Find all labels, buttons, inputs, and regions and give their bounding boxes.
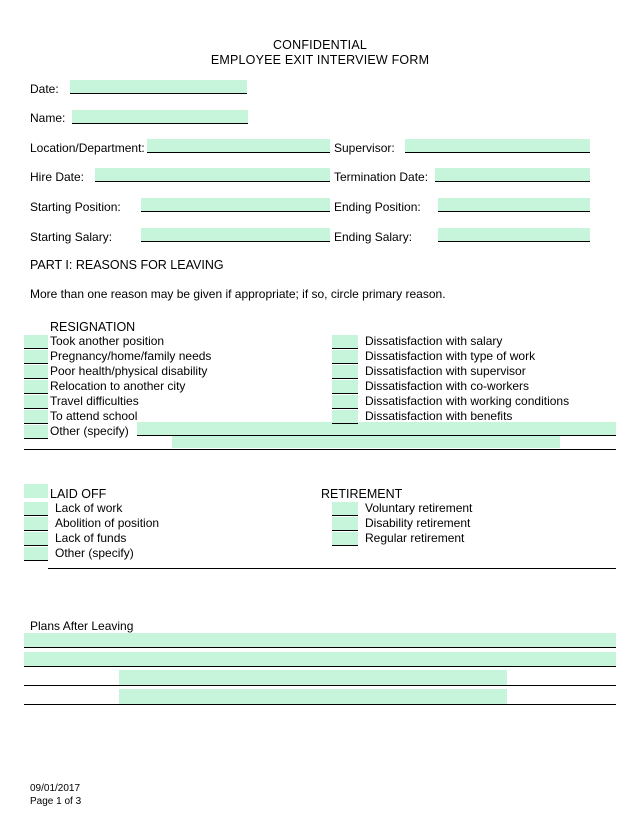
retirement-label: Regular retirement xyxy=(365,531,465,545)
checkbox-dissatisfaction-supervisor[interactable] xyxy=(332,365,358,379)
ending-position-label: Ending Position: xyxy=(334,200,421,214)
checkbox-dissatisfaction-benefits[interactable] xyxy=(332,410,358,424)
part1-instruction: More than one reason may be given if appropriate; if so, circle primary reason. xyxy=(30,287,446,301)
reason-label: Dissatisfaction with salary xyxy=(365,334,503,348)
checkbox-disability-retirement[interactable] xyxy=(332,517,358,531)
reason-label: Took another position xyxy=(50,334,165,348)
hire-date-label: Hire Date: xyxy=(30,170,85,184)
starting-position-field[interactable] xyxy=(141,198,330,212)
location-label: Location/Department: xyxy=(30,141,145,155)
laid-off-heading: LAID OFF xyxy=(50,487,107,501)
reason-label: To attend school xyxy=(50,409,138,423)
reason-label: Relocation to another city xyxy=(50,379,186,393)
checkbox-other-laid-off[interactable] xyxy=(24,547,48,561)
checkbox-poor-health[interactable] xyxy=(24,365,48,379)
reason-label: Dissatisfaction with supervisor xyxy=(365,364,526,378)
checkbox-school[interactable] xyxy=(24,410,48,424)
reason-label: Dissatisfaction with co-workers xyxy=(365,379,530,393)
plans-line-1[interactable] xyxy=(24,633,616,648)
laid-off-label: Other (specify) xyxy=(55,546,134,560)
checkbox-other-resignation[interactable] xyxy=(24,425,48,439)
plans-heading: Plans After Leaving xyxy=(30,619,134,633)
termination-date-label: Termination Date: xyxy=(334,170,429,184)
termination-date-field[interactable] xyxy=(435,168,590,182)
checkbox-regular-retirement[interactable] xyxy=(332,532,358,546)
checkbox-abolition[interactable] xyxy=(24,517,48,531)
other-laid-off-line[interactable] xyxy=(48,568,616,569)
divider xyxy=(24,449,616,450)
checkbox-dissatisfaction-conditions[interactable] xyxy=(332,395,358,409)
plans-line-4 xyxy=(24,704,616,705)
other-specify-field[interactable] xyxy=(137,422,616,436)
resignation-heading: RESIGNATION xyxy=(50,320,136,334)
date-field[interactable] xyxy=(70,80,247,94)
plans-line-2[interactable] xyxy=(24,652,616,667)
plans-line-3 xyxy=(24,685,616,686)
checkbox-dissatisfaction-work[interactable] xyxy=(332,350,358,364)
ending-salary-field[interactable] xyxy=(438,228,590,242)
reason-label: Travel difficulties xyxy=(50,394,139,408)
part1-heading: PART I: REASONS FOR LEAVING xyxy=(30,258,224,272)
checkbox-pregnancy[interactable] xyxy=(24,350,48,364)
checkbox-relocation[interactable] xyxy=(24,380,48,394)
date-label: Date: xyxy=(30,82,59,96)
hire-date-field[interactable] xyxy=(95,168,330,182)
checkbox-lack-of-funds[interactable] xyxy=(24,532,48,546)
name-label: Name: xyxy=(30,111,66,125)
checkbox-dissatisfaction-coworkers[interactable] xyxy=(332,380,358,394)
starting-salary-label: Starting Salary: xyxy=(30,230,113,244)
other-specify-continuation[interactable] xyxy=(172,436,560,448)
plans-field-3[interactable] xyxy=(119,670,507,685)
reason-label: Other (specify) xyxy=(50,424,129,438)
reason-label: Pregnancy/home/family needs xyxy=(50,349,212,363)
reason-label: Poor health/physical disability xyxy=(50,364,208,378)
location-field[interactable] xyxy=(147,139,330,153)
name-field[interactable] xyxy=(72,110,248,124)
laid-off-label: Abolition of position xyxy=(55,516,160,530)
plans-field-4[interactable] xyxy=(119,689,507,704)
retirement-label: Disability retirement xyxy=(365,516,471,530)
checkbox-voluntary-retirement[interactable] xyxy=(332,502,358,516)
footer-date: 09/01/2017 xyxy=(30,783,81,794)
ending-position-field[interactable] xyxy=(438,198,590,212)
ending-salary-label: Ending Salary: xyxy=(334,230,413,244)
supervisor-field[interactable] xyxy=(405,139,590,153)
retirement-heading: RETIREMENT xyxy=(321,487,403,501)
form-title: EMPLOYEE EXIT INTERVIEW FORM xyxy=(210,53,430,67)
footer-page: Page 1 of 3 xyxy=(30,796,82,807)
checkbox-laid-off[interactable] xyxy=(24,484,48,498)
laid-off-label: Lack of funds xyxy=(55,531,127,545)
form-title-confidential: CONFIDENTIAL xyxy=(272,38,368,52)
checkbox-lack-of-work[interactable] xyxy=(24,502,48,516)
reason-label: Dissatisfaction with benefits xyxy=(365,409,513,423)
reason-label: Dissatisfaction with working conditions xyxy=(365,394,570,408)
checkbox-took-another-position[interactable] xyxy=(24,335,48,349)
starting-position-label: Starting Position: xyxy=(30,200,121,214)
laid-off-label: Lack of work xyxy=(55,501,123,515)
checkbox-dissatisfaction-salary[interactable] xyxy=(332,335,358,349)
retirement-label: Voluntary retirement xyxy=(365,501,473,515)
reason-label: Dissatisfaction with type of work xyxy=(365,349,536,363)
checkbox-travel[interactable] xyxy=(24,395,48,409)
supervisor-label: Supervisor: xyxy=(334,141,395,155)
starting-salary-field[interactable] xyxy=(141,228,330,242)
